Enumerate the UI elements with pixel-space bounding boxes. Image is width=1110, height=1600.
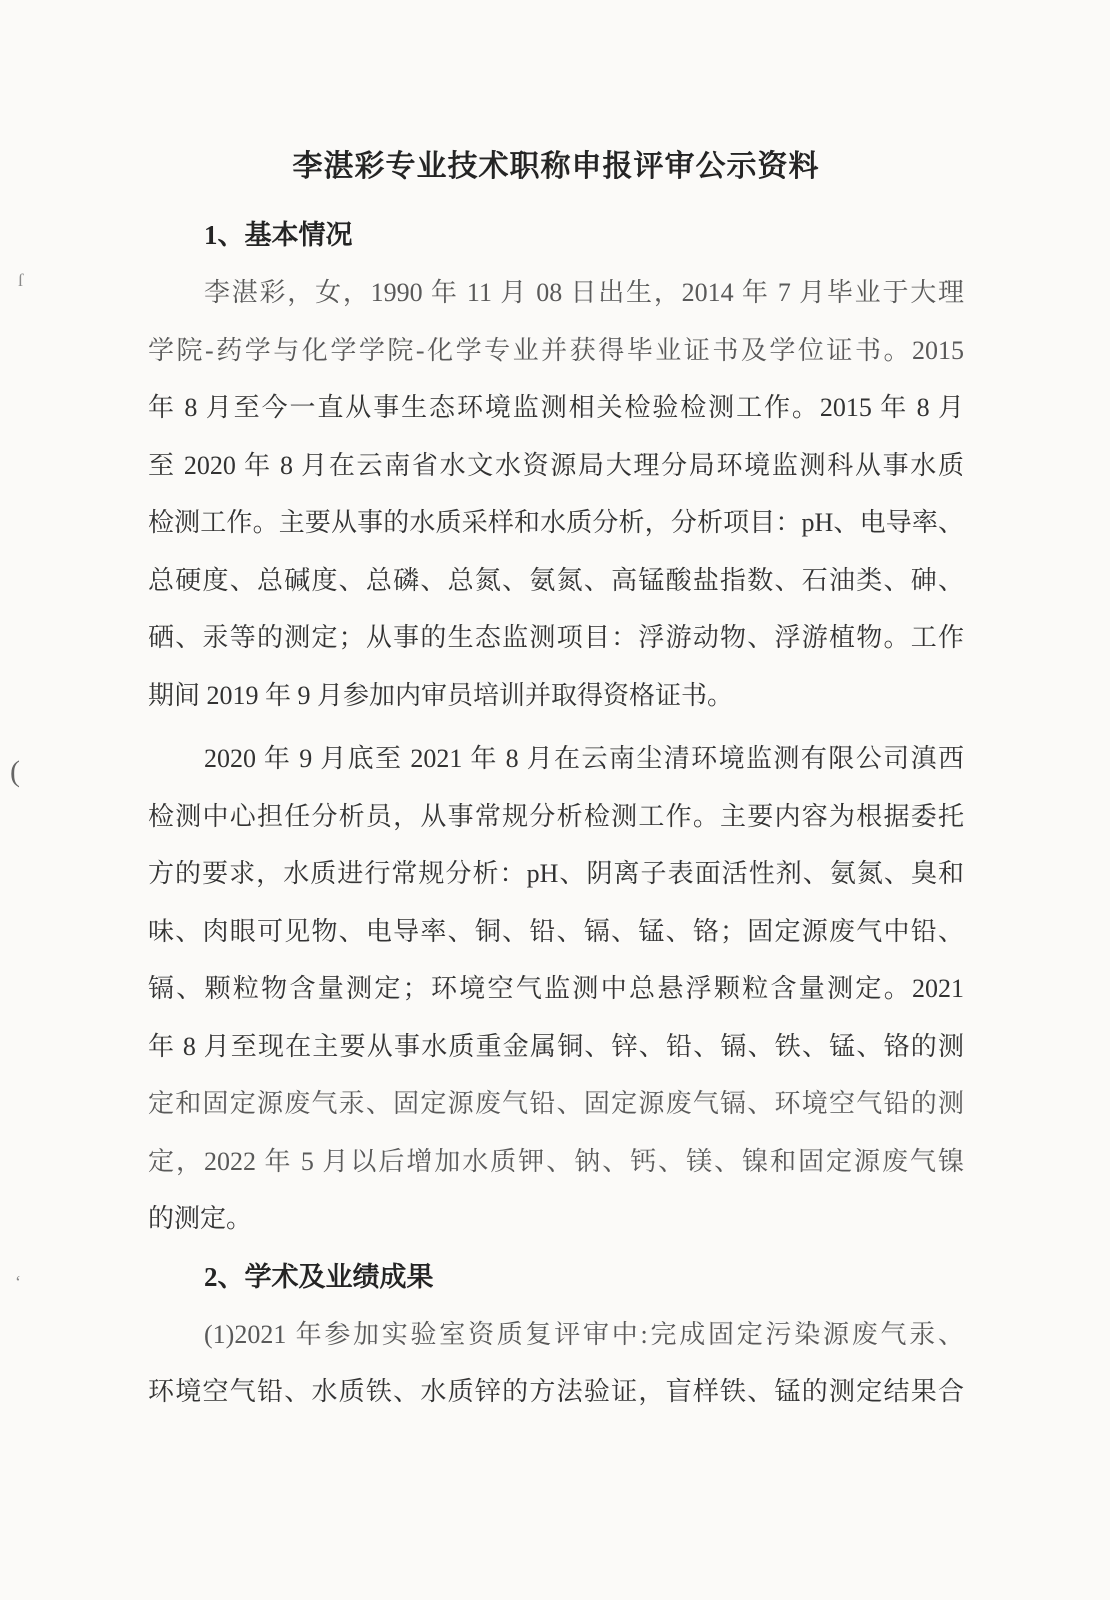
text-line: 2020 年 9 月底至 2021 年 8 月在云南尘清环境监测有限公司滇西 bbox=[204, 744, 964, 773]
document-title: 李湛彩专业技术职称申报评审公示资料 bbox=[292, 150, 820, 183]
text-line: 环境空气铅、水质铁、水质锌的方法验证，盲样铁、锰的测定结果合 bbox=[148, 1377, 964, 1406]
text-line: 学院-药学与化学学院-化学专业并获得毕业证书及学位证书。2015 bbox=[148, 335, 964, 365]
paragraph bbox=[148, 730, 964, 1248]
document-content bbox=[148, 0, 964, 1421]
document-body bbox=[148, 212, 964, 1421]
section-heading-2: 2、学术及业绩成果 bbox=[204, 1261, 434, 1292]
text-line: 方的要求，水质进行常规分析：pH、阴离子表面活性剂、氨氮、臭和 bbox=[148, 859, 964, 888]
text-line: 定和固定源废气汞、固定源废气铅、固定源废气镉、环境空气铅的测 bbox=[148, 1089, 964, 1118]
text-line: 硒、汞等的测定；从事的生态监测项目：浮游动物、浮游植物。工作 bbox=[148, 623, 964, 652]
text-line: 的测定。 bbox=[148, 1204, 253, 1233]
text-line: 定，2022 年 5 月以后增加水质钾、钠、钙、镁、镍和固定源废气镍 bbox=[148, 1146, 964, 1176]
text-line: 李湛彩，女，1990 年 11 月 08 日出生，2014 年 7 月毕业于大理 bbox=[204, 278, 964, 307]
text-line: 检测中心担任分析员，从事常规分析检测工作。主要内容为根据委托 bbox=[148, 801, 964, 831]
scan-artifact-mark: ( bbox=[10, 755, 20, 788]
text-line: 年 8 月至今一直从事生态环境监测相关检验检测工作。2015 年 8 月 bbox=[148, 393, 964, 422]
text-line: 至 2020 年 8 月在云南省水文水资源局大理分局环境监测科从事水质 bbox=[148, 450, 964, 480]
text-line: 期间 2019 年 9 月参加内审员培训并取得资格证书。 bbox=[148, 680, 734, 710]
paragraph bbox=[148, 1306, 964, 1421]
text-line: 检测工作。主要从事的水质采样和水质分析，分析项目：pH、电导率、 bbox=[148, 508, 964, 537]
scan-artifact-mark: ʻ bbox=[15, 1272, 21, 1292]
scan-artifact-mark: ſ bbox=[18, 270, 24, 290]
section-heading-1: 1、基本情况 bbox=[204, 220, 353, 250]
text-line: 总硬度、总碱度、总磷、总氮、氨氮、高锰酸盐指数、石油类、砷、 bbox=[148, 565, 964, 595]
text-line: (1)2021 年参加实验室资质复评审中:完成固定污染源废气汞、 bbox=[204, 1319, 964, 1349]
paragraph bbox=[148, 264, 964, 724]
text-line: 镉、颗粒物含量测定；环境空气监测中总悬浮颗粒含量测定。2021 bbox=[148, 974, 964, 1003]
text-line: 味、肉眼可见物、电导率、铜、铅、镉、锰、铬；固定源废气中铅、 bbox=[148, 916, 964, 946]
text-line: 年 8 月至现在主要从事水质重金属铜、锌、铅、镉、铁、锰、铬的测 bbox=[148, 1031, 964, 1061]
